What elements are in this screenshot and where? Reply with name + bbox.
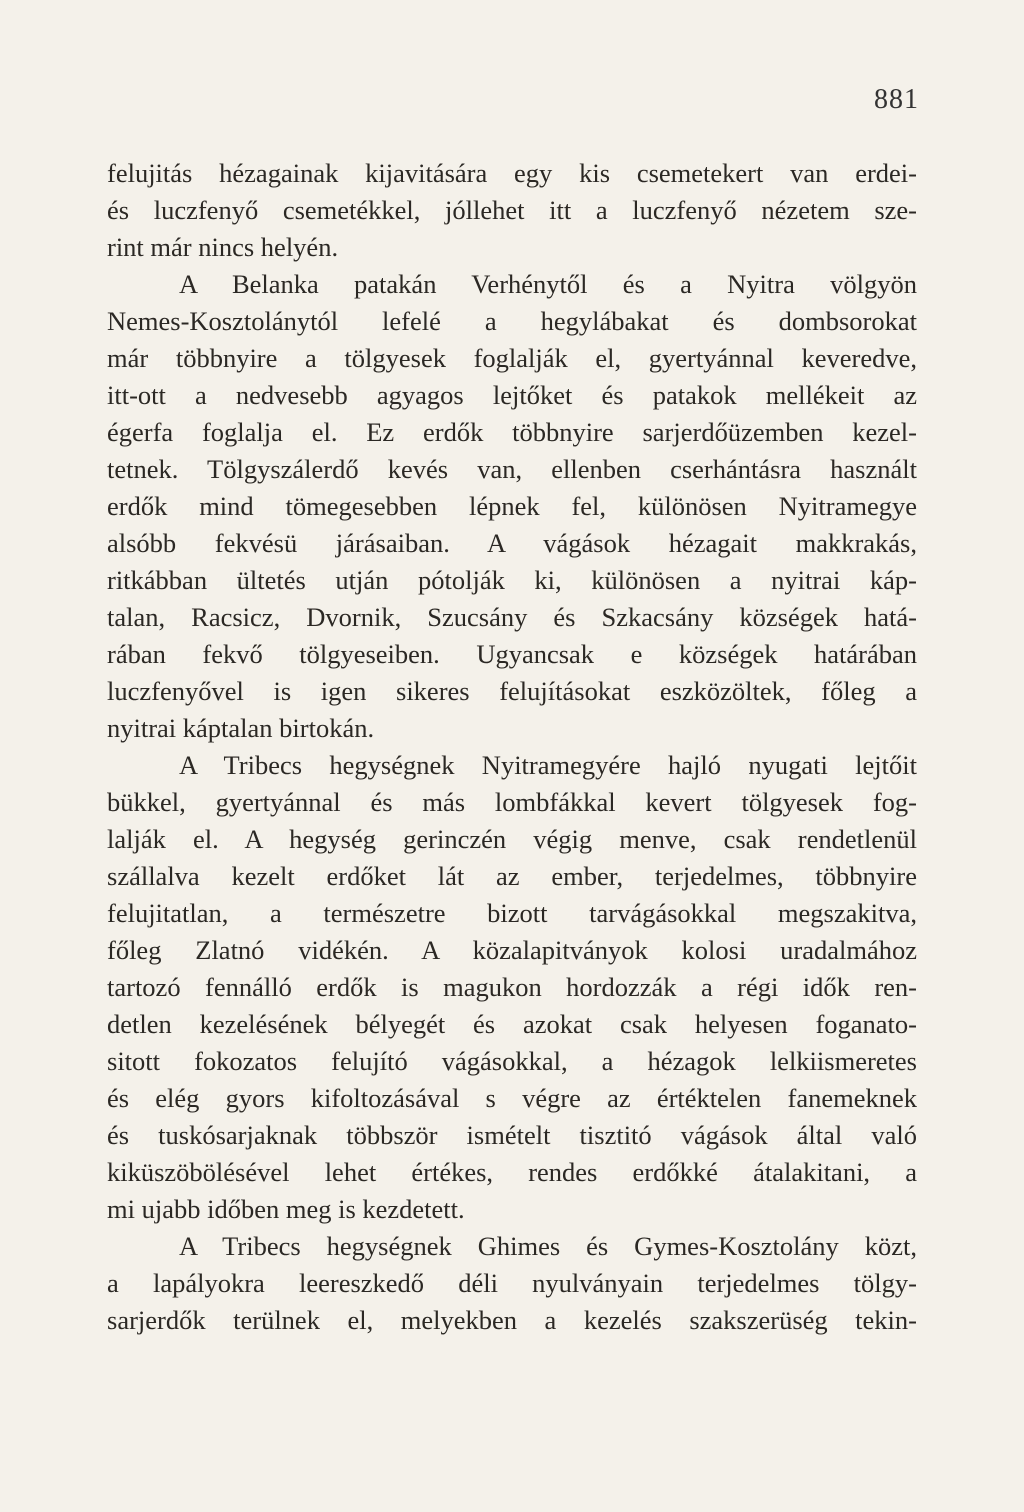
text-line: luczfenyővel is igen sikeres felujításokat eszközöltek, főleg a xyxy=(107,676,917,706)
text-line: tartozó fennálló erdők is magukon hordozzák a régi idők ren- xyxy=(107,972,917,1002)
body-text xyxy=(107,155,917,1339)
paragraph-start-line: A Tribecs hegységnek Nyitramegyére hajló nyugati lejtőit xyxy=(179,750,917,780)
text-line: kiküszöbölésével lehet értékes, rendes erdőkké átalakitani, a xyxy=(107,1157,917,1187)
text-line: bükkel, gyertyánnal és más lombfákkal kevert tölgyesek fog- xyxy=(107,787,917,817)
text-line: mi ujabb időben meg is kezdetett. xyxy=(107,1194,465,1224)
text-line: detlen kezelésének bélyegét és azokat csak helyesen foganato- xyxy=(107,1009,917,1039)
page-number: 881 xyxy=(874,84,919,115)
text-line: sarjerdők terülnek el, melyekben a kezelés szakszerüség tekin- xyxy=(107,1305,917,1335)
text-line: Nemes-Kosztolánytól lefelé a hegylábakat és dombsorokat xyxy=(107,306,917,336)
text-line: erdők mind tömegesebben lépnek fel, különösen Nyitramegye xyxy=(107,491,917,521)
text-line: tetnek. Tölgyszálerdő kevés van, ellenben cserhántásra használt xyxy=(107,454,917,484)
text-line: nyitrai káptalan birtokán. xyxy=(107,713,375,743)
text-line: és luczfenyő csemetékkel, jóllehet itt a luczfenyő nézetem sze- xyxy=(107,195,917,225)
text-line: és tuskósarjaknak többször ismételt tisztitó vágások által való xyxy=(107,1120,917,1150)
paragraph-start-line: A Belanka patakán Verhénytől és a Nyitra völgyön xyxy=(179,269,917,299)
text-line: alsóbb fekvésü járásaiban. A vágások hézagait makkrakás, xyxy=(107,528,917,558)
text-line: talan, Racsicz, Dvornik, Szucsány és Szkacsány községek hatá- xyxy=(107,602,917,632)
text-line: a lapályokra leereszkedő déli nyulványain terjedelmes tölgy- xyxy=(107,1268,917,1298)
text-line: rint már nincs helyén. xyxy=(107,232,339,262)
text-line: főleg Zlatnó vidékén. A közalapitványok kolosi uradalmához xyxy=(107,935,917,965)
text-line: szállalva kezelt erdőket lát az ember, terjedelmes, többnyire xyxy=(107,861,917,891)
text-line: már többnyire a tölgyesek foglalják el, gyertyánnal keveredve, xyxy=(107,343,917,373)
text-line: itt-ott a nedvesebb agyagos lejtőket és patakok mellékeit az xyxy=(107,380,917,410)
text-line: felujitás hézagainak kijavitására egy kis csemetekert van erdei- xyxy=(107,158,917,188)
text-line: felujitatlan, a természetre bizott tarvágásokkal megszakitva, xyxy=(107,898,917,928)
text-line: lalják el. A hegység gerinczén végig menve, csak rendetlenül xyxy=(107,824,917,854)
text-line: ritkábban ültetés utján pótolják ki, különösen a nyitrai káp- xyxy=(107,565,917,595)
text-line: égerfa foglalja el. Ez erdők többnyire sarjerdőüzemben kezel- xyxy=(107,417,917,447)
paragraph-start-line: A Tribecs hegységnek Ghimes és Gymes-Kosztolány közt, xyxy=(179,1231,917,1261)
text-line: és elég gyors kifoltozásával s végre az értéktelen fanemeknek xyxy=(107,1083,917,1113)
text-line: sitott fokozatos felujító vágásokkal, a hézagok lelkiismeretes xyxy=(107,1046,917,1076)
text-line: rában fekvő tölgyeseiben. Ugyancsak e községek határában xyxy=(107,639,917,669)
